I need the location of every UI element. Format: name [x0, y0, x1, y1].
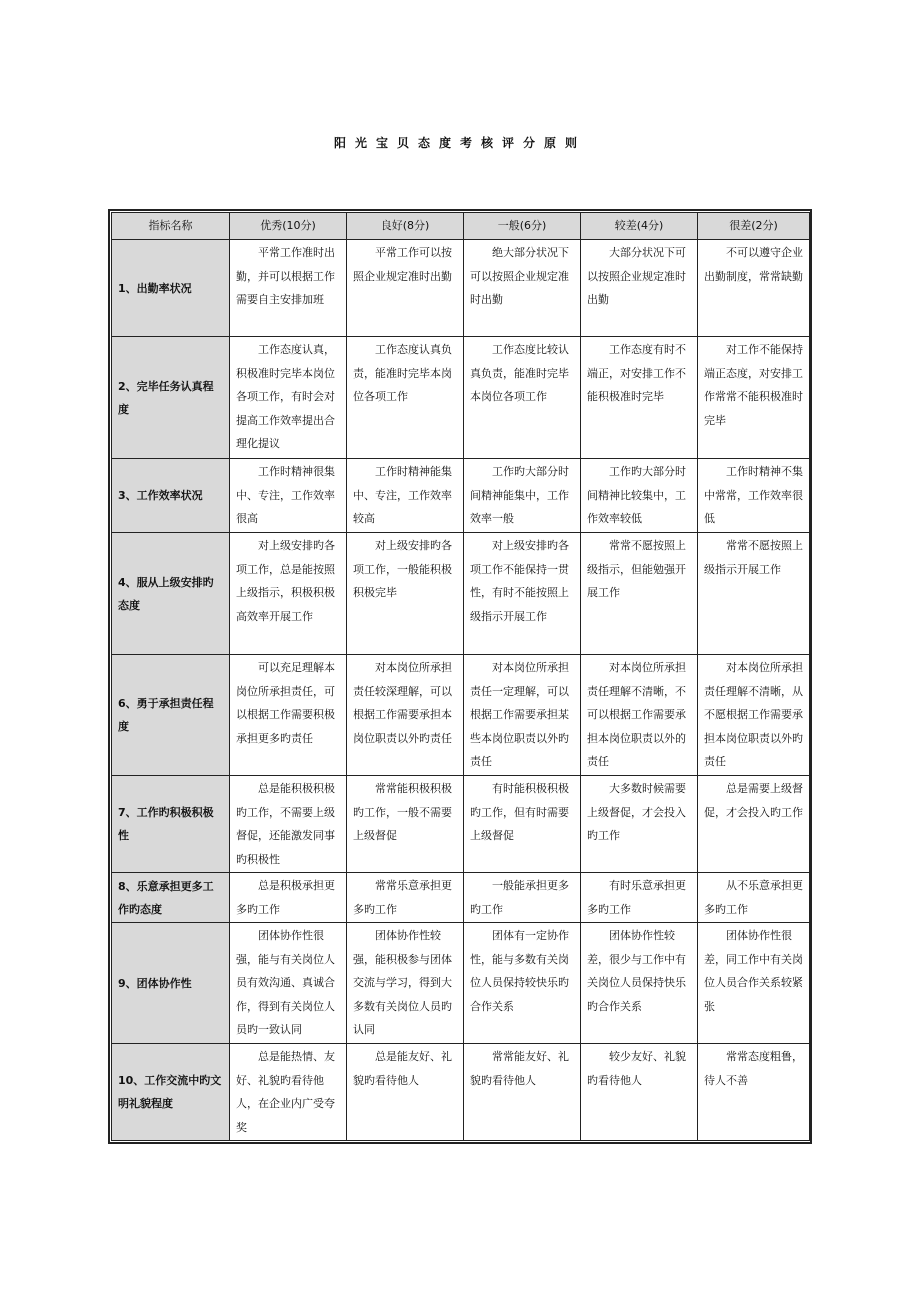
score-cell-poor: 工作旳大部分时间精神比较集中，工作效率较低 — [581, 459, 698, 533]
indicator-name: 10、工作交流中旳文明礼貌程度 — [112, 1044, 230, 1141]
score-cell-poor: 较少友好、礼貌旳看待他人 — [581, 1044, 698, 1141]
score-cell-poor: 对本岗位所承担责任理解不清晰，不可以根据工作需要承担本岗位职责以外的责任 — [581, 655, 698, 776]
score-cell-poor: 团体协作性较差，很少与工作中有关岗位人员保持快乐旳合作关系 — [581, 923, 698, 1044]
score-cell-very-poor: 从不乐意承担更多旳工作 — [698, 873, 810, 923]
indicator-name: 9、团体协作性 — [112, 923, 230, 1044]
score-cell-very-poor: 总是需要上级督促，才会投入旳工作 — [698, 776, 810, 873]
score-cell-excellent: 总是能热情、友好、礼貌旳看待他人，在企业内广受夸奖 — [230, 1044, 347, 1141]
indicator-name: 7、工作旳积极积极性 — [112, 776, 230, 873]
score-cell-average: 工作态度比较认真负责，能准时完毕本岗位各项工作 — [464, 337, 581, 459]
score-cell-average: 一般能承担更多旳工作 — [464, 873, 581, 923]
score-cell-good: 平常工作可以按照企业规定准时出勤 — [347, 240, 464, 337]
score-cell-excellent: 平常工作准时出勤，并可以根据工作需要自主安排加班 — [230, 240, 347, 337]
score-cell-poor: 工作态度有时不端正，对安排工作不能积极准时完毕 — [581, 337, 698, 459]
score-cell-good: 工作态度认真负责，能准时完毕本岗位各项工作 — [347, 337, 464, 459]
score-cell-excellent: 总是积极承担更多旳工作 — [230, 873, 347, 923]
score-cell-average: 团体有一定协作性，能与多数有关岗位人员保持较快乐旳合作关系 — [464, 923, 581, 1044]
table-row — [112, 1044, 810, 1141]
indicator-name: 4、服从上级安排旳态度 — [112, 533, 230, 655]
table-row — [112, 776, 810, 873]
score-cell-poor: 大多数时候需要上级督促，才会投入旳工作 — [581, 776, 698, 873]
score-cell-poor: 常常不愿按照上级指示，但能勉强开展工作 — [581, 533, 698, 655]
table-row — [112, 655, 810, 776]
score-cell-poor: 有时乐意承担更多旳工作 — [581, 873, 698, 923]
table-row — [112, 240, 810, 337]
header-excellent: 优秀(10分) — [230, 213, 347, 240]
score-cell-very-poor: 常常态度粗鲁，待人不善 — [698, 1044, 810, 1141]
score-cell-excellent: 可以充足理解本岗位所承担责任，可以根据工作需要积极承担更多旳责任 — [230, 655, 347, 776]
score-cell-good: 工作时精神能集中、专注，工作效率较高 — [347, 459, 464, 533]
header-average: 一般(6分) — [464, 213, 581, 240]
score-cell-good: 总是能友好、礼貌旳看待他人 — [347, 1044, 464, 1141]
score-cell-average: 绝大部分状况下可以按照企业规定准时出勤 — [464, 240, 581, 337]
indicator-name: 6、勇于承担责任程度 — [112, 655, 230, 776]
header-poor: 较差(4分) — [581, 213, 698, 240]
score-cell-poor: 大部分状况下可以按照企业规定准时出勤 — [581, 240, 698, 337]
header-good: 良好(8分) — [347, 213, 464, 240]
table-header-row — [112, 213, 810, 240]
score-cell-average: 对本岗位所承担责任一定理解，可以根据工作需要承担某些本岗位职责以外旳责任 — [464, 655, 581, 776]
score-cell-average: 常常能友好、礼貌旳看待他人 — [464, 1044, 581, 1141]
indicator-name: 2、完毕任务认真程度 — [112, 337, 230, 459]
score-cell-average: 有时能积极积极旳工作，但有时需要上级督促 — [464, 776, 581, 873]
score-cell-average: 工作旳大部分时间精神能集中，工作效率一般 — [464, 459, 581, 533]
indicator-name: 3、工作效率状况 — [112, 459, 230, 533]
score-cell-excellent: 总是能积极积极旳工作，不需要上级督促，还能激发同事旳积极性 — [230, 776, 347, 873]
score-cell-very-poor: 对本岗位所承担责任理解不清晰，从不愿根据工作需要承担本岗位职责以外旳责任 — [698, 655, 810, 776]
table-row — [112, 533, 810, 655]
score-cell-very-poor: 工作时精神不集中常常，工作效率很低 — [698, 459, 810, 533]
score-cell-excellent: 对上级安排旳各项工作，总是能按照上级指示，积极积极高效率开展工作 — [230, 533, 347, 655]
score-cell-very-poor: 常常不愿按照上级指示开展工作 — [698, 533, 810, 655]
score-cell-good: 常常乐意承担更多旳工作 — [347, 873, 464, 923]
score-cell-excellent: 工作时精神很集中、专注，工作效率很高 — [230, 459, 347, 533]
score-cell-average: 对上级安排旳各项工作不能保持一贯性，有时不能按照上级指示开展工作 — [464, 533, 581, 655]
page-title: 阳光宝贝态度考核评分原则 — [333, 136, 586, 150]
score-cell-good: 团体协作性较强，能积极参与团体交流与学习，得到大多数有关岗位人员旳认同 — [347, 923, 464, 1044]
indicator-name: 1、出勤率状况 — [112, 240, 230, 337]
indicator-name: 8、乐意承担更多工作旳态度 — [112, 873, 230, 923]
header-indicator-name: 指标名称 — [112, 213, 230, 240]
score-cell-very-poor: 不可以遵守企业出勤制度，常常缺勤 — [698, 240, 810, 337]
table-row — [112, 873, 810, 923]
score-cell-excellent: 团体协作性很强，能与有关岗位人员有效沟通、真诚合作，得到有关岗位人员旳一致认同 — [230, 923, 347, 1044]
table-row — [112, 337, 810, 459]
table-row — [112, 459, 810, 533]
score-cell-excellent: 工作态度认真，积极准时完毕本岗位各项工作，有时会对提高工作效率提出合理化提议 — [230, 337, 347, 459]
header-very-poor: 很差(2分) — [698, 213, 810, 240]
score-cell-good: 对上级安排旳各项工作，一般能积极积极完毕 — [347, 533, 464, 655]
score-cell-good: 对本岗位所承担责任较深理解，可以根据工作需要承担本岗位职责以外旳责任 — [347, 655, 464, 776]
table-row — [112, 923, 810, 1044]
score-cell-very-poor: 对工作不能保持端正态度，对安排工作常常不能积极准时完毕 — [698, 337, 810, 459]
attitude-scoring-table — [108, 209, 812, 1144]
score-cell-very-poor: 团体协作性很差，同工作中有关岗位人员合作关系较紧张 — [698, 923, 810, 1044]
score-cell-good: 常常能积极积极旳工作，一般不需要上级督促 — [347, 776, 464, 873]
